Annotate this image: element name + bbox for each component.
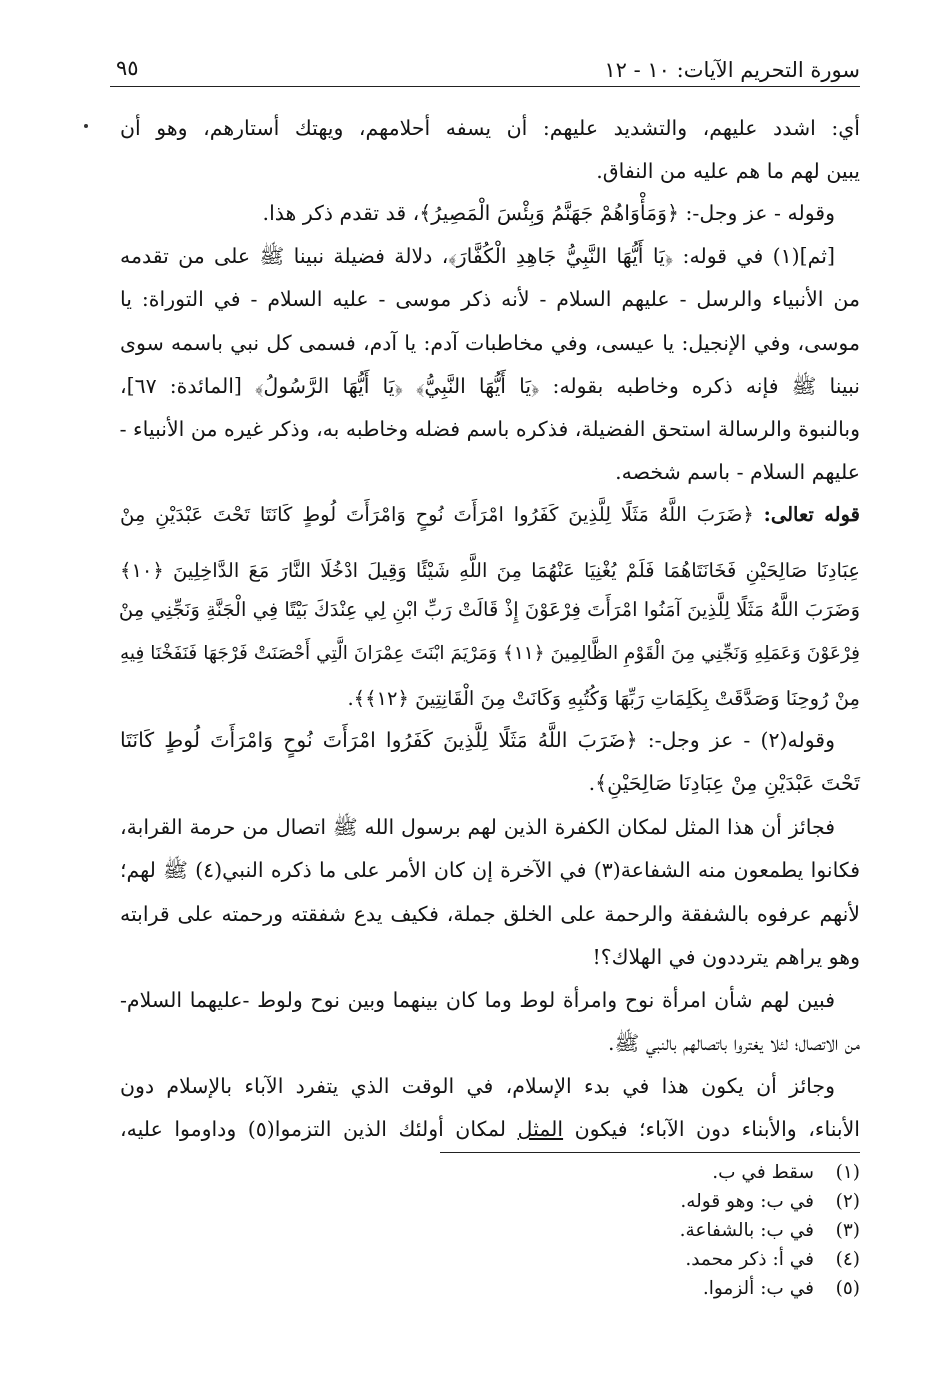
body-line: وهو يراهم يترددون في الهلاك؟! bbox=[592, 945, 860, 969]
verse-text: ﴿ضَرَبَ اللَّهُ مَثَلًا لِلَّذِينَ كَفَرُوا امْرَأَتَ نُوحٍ وَامْرَأَتَ لُوطٍ كَانَتَا تَحْتَ عَبْدَيْنِ مِنْ bbox=[120, 503, 754, 526]
footnote-text: في ب: ألزموا. bbox=[702, 1278, 814, 1299]
footnote bbox=[360, 1247, 860, 1273]
body-line: لأنهم عرفوه بالشفقة والرحمة على الخلق جملة، فكيف يدع شفقته ورحمته على قرابته bbox=[120, 902, 860, 926]
body-line: نبينا ﷺ فإنه ذكره وخاطبه بقوله: ﴿يَا أَيُّهَا النَّبِيُّ﴾ ﴿يَا أَيُّهَا الرَّسُولُ﴾ [المائدة: ٦٧]، bbox=[120, 374, 860, 398]
verse-line: فِرْعَوْنَ وَعَمَلِهِ وَنَجِّنِي مِنَ الْقَوْمِ الظَّالِمِينَ ﴿١١﴾ وَمَرْيَمَ ابْنَتَ عِمْرَانَ الَّتِي أَحْصَنَتْ فَرْجَهَا فَنَفَخْنَا فِيهِ bbox=[120, 643, 860, 664]
body-line: موسى، وفي الإنجيل: يا عيسى، وفي مخاطبات آدم: يا آدم، فسمى كل نبي باسمه سوى bbox=[120, 331, 860, 355]
body-line: فكانوا يطمعون منه الشفاعة(٣) في الآخرة إن كان الأمر على ما ذكره النبي(٤) ﷺ لهم؛ bbox=[120, 858, 860, 882]
verse-line bbox=[120, 500, 860, 530]
verse-line: مِنْ رُوحِنَا وَصَدَّقَتْ بِكَلِمَاتِ رَبِّهَا وَكُتُبِهِ وَكَانَتْ مِنَ الْقَانِتِينَ ﴿١٢﴾﴾. bbox=[347, 687, 860, 710]
body-line: يبين لهم ما هم عليه من النفاق. bbox=[596, 159, 860, 183]
last-line-part2: لمكان أولئك الذين التزموا(٥) وداوموا عليه، bbox=[120, 1117, 518, 1141]
footnote-number: (٤) bbox=[835, 1249, 860, 1270]
body-line: فبين لهم شأن امرأة نوح وامرأة لوط وما كان بينهما وبين نوح ولوط -عليهما السلام- bbox=[120, 988, 835, 1012]
footnote bbox=[360, 1160, 860, 1186]
body-line: عليهم السلام - باسم شخصه. bbox=[615, 460, 860, 484]
body-line: فجائز أن هذا المثل لمكان الكفرة الذين لهم برسول الله ﷺ اتصال من حرمة القرابة، bbox=[120, 815, 835, 839]
footnote-number: (٣) bbox=[835, 1220, 860, 1241]
last-line-part1: الأبناء، والأبناء دون الآباء؛ فيكون bbox=[563, 1117, 860, 1141]
footnote-number: (٢) bbox=[835, 1191, 860, 1212]
header-title: سورة التحريم الآيات: ١٠ - ١٢ bbox=[604, 58, 860, 82]
footnote-text: في ب: بالشفاعة. bbox=[679, 1220, 814, 1241]
footnote-separator bbox=[440, 1152, 860, 1153]
running-header bbox=[110, 46, 860, 87]
body-line: من الأنبياء والرسل - عليهم السلام - لأنه ذكر موسى - عليه السلام - في التوراة: يا bbox=[120, 287, 860, 311]
footnote bbox=[360, 1189, 860, 1215]
footnote-text: سقط في ب. bbox=[712, 1162, 814, 1183]
verse-label: قوله تعالى: bbox=[763, 503, 861, 526]
page-number: ٩٥ bbox=[116, 56, 139, 80]
footnote-text: في ب: وهو قوله. bbox=[680, 1191, 814, 1212]
verse-line: عِبَادِنَا صَالِحَيْنِ فَخَانَتَاهُمَا فَلَمْ يُغْنِيَا عَنْهُمَا مِنَ اللَّهِ شَيْئًا وَقِيلَ ادْخُلَا النَّارَ مَعَ الدَّاخِلِينَ ﴿١٠﴾ bbox=[120, 559, 860, 582]
underlined-word: المثل bbox=[517, 1117, 564, 1141]
footnote-number: (٥) bbox=[835, 1278, 860, 1299]
body-line: تَحْتَ عَبْدَيْنِ مِنْ عِبَادِنَا صَالِحَيْنِ﴾. bbox=[588, 771, 860, 795]
footnote bbox=[360, 1218, 860, 1244]
body-line: من الاتصال؛ لئلا يغتروا باتصالهم بالنبي ﷺ. bbox=[608, 1031, 860, 1055]
body-line: أي: اشدد عليهم، والتشديد عليهم: أن يسفه أحلامهم، ويهتك أستارهم، وهو أن bbox=[120, 116, 860, 140]
footnote bbox=[360, 1276, 860, 1302]
body-line: وقوله(٢) - عز وجل-: ﴿ضَرَبَ اللَّهُ مَثَلًا لِلَّذِينَ كَفَرُوا امْرَأَتَ نُوحٍ وَامْرَأَتَ لُوطٍ كَانَتَا bbox=[120, 728, 835, 752]
body-line bbox=[120, 1114, 860, 1144]
body-line: وجائز أن يكون هذا في بدء الإسلام، في الوقت الذي يتفرد الآباء بالإسلام دون bbox=[120, 1074, 835, 1098]
footnote-text: في أ: ذكر محمد. bbox=[685, 1249, 814, 1270]
footnote-number: (١) bbox=[835, 1162, 860, 1183]
body-line: وقوله - عز وجل-: ﴿وَمَأْوَاهُمْ جَهَنَّمُ وَبِئْسَ الْمَصِيرُ﴾، قد تقدم ذكر هذا. bbox=[262, 201, 835, 225]
body-line: [ثم](١) في قوله: ﴿يَا أَيُّهَا النَّبِيُّ جَاهِدِ الْكُفَّارَ﴾، دلالة فضيلة نبينا ﷺ على من تقدمه bbox=[120, 244, 835, 268]
body-line: وبالنبوة والرسالة استحق الفضيلة، فذكره باسم فضله وخاطبه به، وذكر غيره من الأنبياء - bbox=[119, 417, 860, 441]
margin-dot bbox=[84, 124, 88, 128]
verse-line: وَضَرَبَ اللَّهُ مَثَلًا لِلَّذِينَ آمَنُوا امْرَأَتَ فِرْعَوْنَ إِذْ قَالَتْ رَبِّ ابْنِ لِي عِنْدَكَ بَيْتًا فِي الْجَنَّةِ وَنَجِّنِي مِنْ bbox=[118, 598, 860, 621]
